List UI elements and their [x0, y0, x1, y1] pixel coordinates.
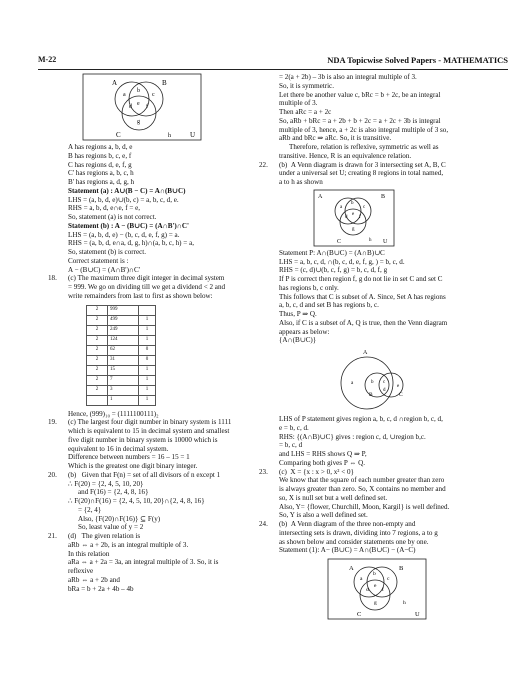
text-line: and F(16) = {2, 4, 8, 16} — [78, 488, 149, 497]
divisor-cell: 2 — [87, 325, 108, 335]
divisor-cell: 2 — [87, 355, 108, 365]
region-g: g — [374, 600, 377, 606]
region-g: g — [137, 119, 140, 125]
set-a-label: A — [363, 350, 368, 356]
division-row — [87, 345, 156, 355]
text-line: Which is the greatest one digit binary integer. — [68, 462, 198, 470]
question-23: 23. (c) X = {x : x > 0, x² < 0} — [259, 467, 354, 476]
text-line: So, least value of y = 2 — [78, 523, 144, 532]
remainder-cell: 1 — [139, 315, 156, 325]
quotient-cell: 3 — [108, 385, 139, 395]
question-number: 20. — [48, 470, 57, 479]
region-a: a — [351, 381, 354, 386]
text-line: LHS of P statement gives region a, b, c, d ∩region b, c, d, — [279, 415, 443, 423]
region-a: a — [340, 204, 343, 210]
text-line: This follows that C is subset of A. Since, Set A has regions — [279, 292, 446, 301]
division-row — [87, 365, 156, 375]
division-row — [87, 375, 156, 385]
region-h: h — [403, 600, 406, 606]
text-line: a, b, c, d and set B has regions b, c. — [279, 301, 379, 310]
region-b: b — [351, 200, 354, 206]
region-e: e — [397, 384, 400, 389]
region-f: f — [382, 587, 384, 593]
remainder-cell: 1 — [139, 365, 156, 375]
text-line: A has regions a, b, d, e — [68, 143, 133, 151]
text-line: LHS = (a, b, d, e) − (b, c, d, e, f, g) = a. — [68, 230, 180, 239]
question-number: 19. — [48, 418, 57, 427]
remainder-cell: 1 — [139, 375, 156, 385]
text-line: Correct statement is : — [68, 256, 129, 265]
text-line: RHS = (a, b, d, e∩a, d, g, h)∩(a, b, c, h) = a, — [68, 239, 195, 248]
region-e: e — [352, 211, 355, 217]
text-line: multiple of 3, hence, a + 2c is also integral multiple of 3 so, — [279, 125, 449, 134]
right-column — [259, 73, 509, 620]
text-line: a to h as shown — [279, 178, 323, 186]
divisor-cell: 2 — [87, 315, 108, 325]
region-f: f — [146, 104, 148, 110]
divisor-cell — [87, 395, 108, 405]
divisor-cell: 2 — [87, 335, 108, 345]
page-header — [38, 55, 508, 70]
venn-diagram-1 — [82, 73, 202, 141]
region-b: b — [137, 88, 140, 94]
text-line: equivalent to 16 in decimal system. — [68, 444, 169, 453]
remainder-cell: 0 — [139, 355, 156, 365]
set-b-label: B — [399, 565, 404, 572]
text-line: Then aRc = a + 2c — [279, 108, 332, 116]
text-line: Also, {F(20)∩F(16)} ⊆ F(y) — [78, 514, 161, 523]
text-line: Comparing both gives P ⇔ Q. — [279, 458, 366, 467]
text-line: LHS = (a, b, d, e)∪(b, c) = a, b, c, d, e. — [68, 195, 179, 204]
set-a-label: A — [349, 565, 354, 572]
text-line: aRa ⇔ a + 2a = 3a, an integral multiple of 3. So, it is — [68, 558, 219, 567]
statement-a: Statement (a) : A∪(B − C) = A∩(B∪C) — [68, 186, 186, 195]
remainder-cell: 1 — [139, 385, 156, 395]
quotient-cell: 1 — [108, 395, 139, 405]
division-row — [87, 305, 156, 315]
text-line: RHS = a, b, d, e∩e, f = e, — [68, 204, 141, 213]
venn-diagram-4 — [327, 558, 427, 620]
divisor-cell: 2 — [87, 345, 108, 355]
running-title: NDA Topicwise Solved Papers - MATHEMATICS — [327, 55, 508, 65]
region-d: d — [366, 587, 369, 593]
divisor-cell: 2 — [87, 305, 108, 315]
region-h: h — [369, 237, 372, 243]
text-line: Therefore, relation is reflexive, symmetric as well as — [289, 143, 439, 151]
region-a: a — [360, 576, 363, 582]
question-20: 20. (b) Given that F(n) = set of all divisors of n except 1 — [48, 470, 221, 479]
quotient-cell: 499 — [108, 315, 139, 325]
text-line: = {2, 4} — [78, 505, 102, 514]
text-line: Statement (1): A− (B∪C) = A∩(B∪C) − (A−C) — [279, 546, 416, 555]
set-a-label: A — [112, 79, 118, 87]
region-a: a — [123, 92, 126, 98]
region-h: h — [168, 133, 171, 139]
text-line: = b, c, d — [279, 441, 303, 450]
quotient-cell: 249 — [108, 325, 139, 335]
text-line: We know that the square of each number greater than zero — [279, 476, 445, 485]
text-line: C' has regions a, b, c, h — [68, 169, 134, 178]
text-line: Difference between numbers = 16 – 15 = 1 — [68, 453, 190, 462]
question-24: 24. (b) A Venn diagram of the three non-empty and — [259, 520, 416, 528]
text-line: RHS = (c, d)∪(b, c, f, g) = b, c, d, f, g — [279, 266, 388, 275]
question-19: 19. (c) The largest four digit number in binary system is 1111 — [48, 418, 232, 427]
text-line: B has regions b, c, e, f — [68, 151, 132, 160]
region-e: e — [374, 583, 377, 589]
region-d: d — [129, 104, 132, 110]
set-a-label: A — [318, 193, 323, 200]
quotient-cell: 999 — [108, 305, 139, 315]
text-line: {A∩(B∪C)} — [279, 336, 317, 345]
text-line: Also, if C is a subset of A, Q is true, then the Venn diagram — [279, 318, 448, 327]
region-c: c — [387, 576, 390, 582]
division-row — [87, 395, 156, 405]
divisor-cell: 2 — [87, 385, 108, 395]
universal-label: U — [415, 611, 420, 618]
text-line: ∴ F(20)∩F(16) = {2, 4, 5, 10, 20}∩{2, 4, 8, 16} — [68, 497, 205, 505]
text-line: reflexive — [68, 567, 94, 575]
text-line: = 999. We go on dividing till we get a dividend < 2 and — [68, 283, 226, 291]
universal-label: U — [190, 131, 196, 139]
text-line: e = b, c, d. — [279, 423, 309, 432]
remainder-cell: 1 — [139, 325, 156, 335]
set-c-label: C — [357, 611, 362, 618]
division-row — [87, 355, 156, 365]
region-d: d — [383, 388, 386, 393]
left-column — [48, 73, 273, 593]
remainder-cell: 1 — [139, 335, 156, 345]
region-c: c — [383, 380, 386, 385]
venn-diagram-2 — [313, 189, 395, 247]
text-line: So, aRb + bRc = a + 2b + b + 2c = a + 2c + 3b is integral — [279, 116, 441, 125]
text-line: five digit number in binary system is 10000 which is — [68, 435, 218, 444]
set-c-label: C — [399, 392, 403, 398]
region-b: b — [373, 571, 376, 577]
text-line: under a universal set U; creating 8 regions in total named, — [279, 169, 444, 178]
region-b: b — [371, 380, 374, 385]
text-line: as shown below and consider statements one by one. — [279, 537, 429, 546]
text-line: So, it is symmetric. — [279, 81, 334, 90]
division-row — [87, 335, 156, 345]
text-line: bRa = b + 2a + 4b – 4b — [68, 584, 134, 593]
question-number: 24. — [259, 520, 268, 528]
text-line: intersecting sets is drawn, dividing into 7 regions, a to g — [279, 528, 438, 537]
text-line: so, X is null set but a well defined set. — [279, 493, 388, 502]
set-b-label: B — [162, 79, 167, 87]
division-row — [87, 315, 156, 325]
division-table — [86, 305, 156, 406]
text-line: write remainders from last to first as shown below: — [68, 291, 213, 300]
quotient-cell: 124 — [108, 335, 139, 345]
statement-p: Statement P: A∩(B∪C) = (A∩B)∪C — [279, 248, 385, 257]
question-21: 21. (d) The given relation is — [48, 532, 141, 540]
divisor-cell: 2 — [87, 375, 108, 385]
quotient-cell: 31 — [108, 355, 139, 365]
remainder-cell: 1 — [139, 395, 156, 405]
set-b-label: B — [381, 193, 386, 200]
text-line: LHS = a, b, c, d, ∩(b, c, d, e, f, g, ) = b, c, d. — [279, 257, 405, 266]
division-row — [87, 385, 156, 395]
text-line: transitive. Hence, R is an equivalence relation. — [279, 151, 412, 160]
question-number: 21. — [48, 532, 57, 540]
text-line: So, Y is also a well defined set. — [279, 511, 368, 520]
quotient-cell: 7 — [108, 375, 139, 385]
text-line: aRb ⇔ a + 2b, is an integral multiple of 3. — [68, 540, 189, 549]
text-line: B' has regions a, d, g, h — [68, 178, 135, 186]
region-d: d — [345, 214, 348, 220]
region-e: e — [137, 101, 140, 107]
text-line: and LHS = RHS shows Q ⇒ P, — [279, 450, 367, 458]
set-b-label: B — [369, 392, 373, 398]
text-line: which is equivalent to 15 in decimal system and smallest — [68, 427, 230, 435]
text-line: If P is correct then region f, g do not lie in set C and set C — [279, 275, 443, 283]
remainder-cell — [139, 305, 156, 315]
text-line: is always greater than zero. So, X contains no member and — [279, 485, 446, 493]
question-number: 23. — [259, 467, 268, 476]
text-line: A − (B∪C) = (A∩B')∩C' — [68, 265, 141, 274]
quotient-cell: 15 — [108, 365, 139, 375]
region-g: g — [352, 226, 355, 232]
question-number: 18. — [48, 274, 57, 283]
question-number: 22. — [259, 160, 268, 169]
universal-label: U — [383, 238, 388, 245]
venn-diagram-3 — [339, 347, 419, 413]
text-line: In this relation — [68, 549, 110, 558]
set-c-label: C — [116, 131, 121, 139]
divisor-cell: 2 — [87, 365, 108, 375]
text-line: ∴ F(20) = {2, 4, 5, 10, 20} — [68, 479, 144, 488]
region-c: c — [152, 92, 155, 98]
region-c: c — [363, 204, 366, 210]
set-c-label: C — [337, 238, 342, 245]
text-line: So, statement (b) is correct. — [68, 248, 147, 256]
text-line: aRb ⇔ a + 2b and — [68, 575, 120, 584]
text-line: Thus, P ⇒ Q. — [279, 310, 317, 318]
division-row — [87, 325, 156, 335]
text-line: has regions b, c only. — [279, 283, 339, 292]
region-f: f — [359, 214, 361, 220]
question-18: 18. (c) The maximum three digit integer in decimal system — [48, 274, 225, 283]
text-line: Let there be another value c, bRc = b + 2c, be an integral — [279, 90, 441, 99]
text-line: RHS: {(A∩B)∪C} gives : region c, d, ∪region b,c. — [279, 432, 426, 441]
page-number: M-22 — [38, 55, 57, 64]
statement-b: Statement (b) : A − (B∪C) = (A∩B')∩C' — [68, 221, 189, 230]
quotient-cell: 62 — [108, 345, 139, 355]
text-line: multiple of 3. — [279, 99, 318, 108]
text-line: Also, Y= {flower, Churchill, Moon, Kargil} is well defined. — [279, 502, 450, 511]
text-line: C has regions d, e, f, g — [68, 160, 132, 169]
text-line: So, statement (a) is not correct. — [68, 213, 157, 221]
remainder-cell: 0 — [139, 345, 156, 355]
text-line: aRb and bRc ⇒ aRc. So, it is transitive. — [279, 134, 392, 143]
text-line: = 2(a + 2b) – 3b is also an integral multiple of 3. — [279, 73, 417, 81]
text-line: appears as below: — [279, 327, 330, 336]
text-line: Hence, (999)₁₀ = (1111100111)₂ — [68, 409, 159, 418]
question-22: 22. (b) A Venn diagram is drawn for 3 intersecting set A, B, C — [259, 160, 446, 169]
